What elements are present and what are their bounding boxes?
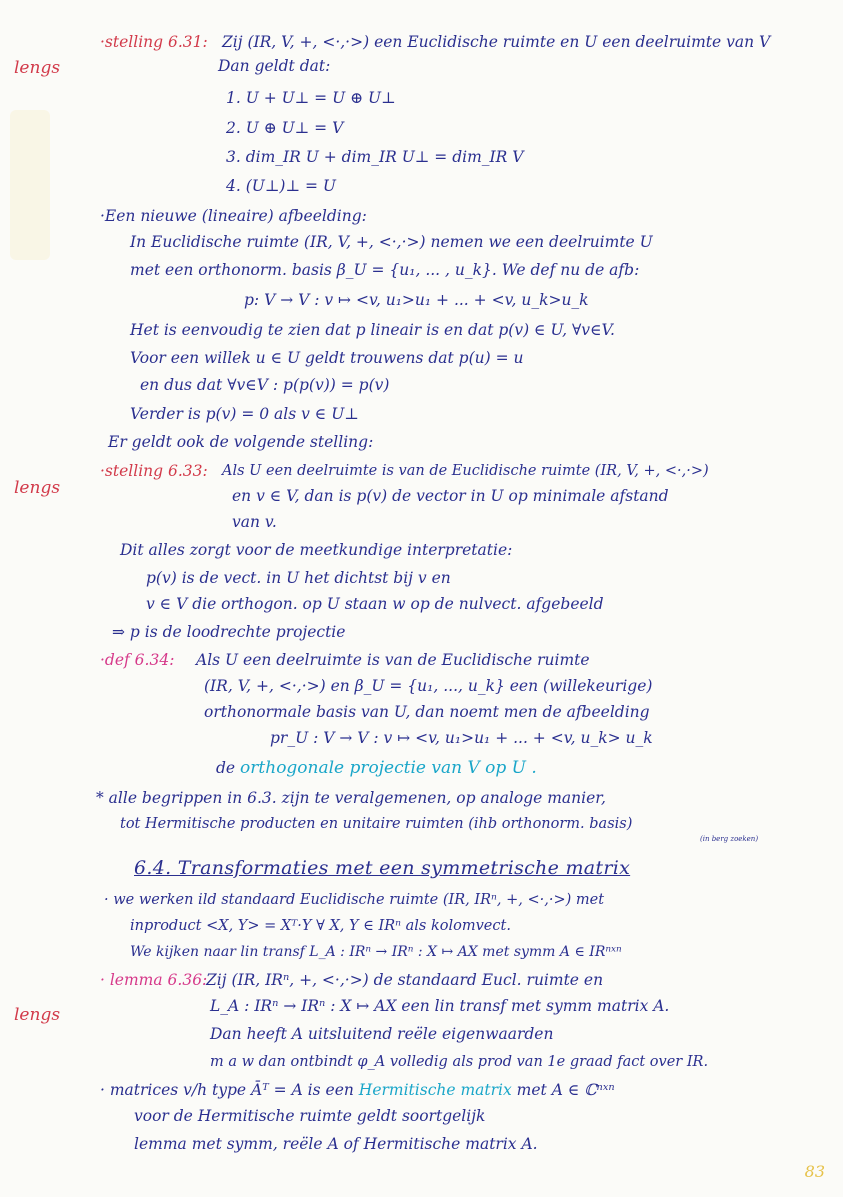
small-note: (in berg zoeken) (700, 835, 759, 843)
lemma-label: · lemma 6.36: (100, 971, 208, 989)
theorem-label: ·stelling 6.33: (100, 462, 208, 480)
text-line: voor de Hermitische ruimte geldt soortgelijk (134, 1107, 486, 1125)
text-segment: met A ∈ ℂⁿˣⁿ (516, 1081, 615, 1099)
text-line: In Euclidische ruimte (IR, V, +, <·,·>) nemen we een deelruimte U (130, 233, 653, 251)
text-line: 2. U ⊕ U⊥ = V (226, 119, 344, 137)
text-line: 4. (U⊥)⊥ = U (226, 177, 336, 195)
text-line (100, 1080, 615, 1100)
text-segment: · matrices v/h type Āᵀ = A is een (100, 1081, 354, 1099)
text-word: de (216, 759, 236, 777)
text-line: Er geldt ook de volgende stelling: (108, 433, 374, 451)
text-line: Het is eenvoudig te zien dat p lineair is en dat p(v) ∈ U, ∀v∈V. (130, 321, 615, 339)
margin-note: lengs (14, 58, 61, 78)
text-line: orthonormale basis van U, dan noemt men de afbeelding (204, 703, 650, 721)
text-line: tot Hermitische producten en unitaire ruimten (ihb orthonorm. basis) (120, 816, 633, 832)
text-line: van v. (232, 513, 277, 531)
text-line: Zij (IR, V, +, <·,·>) een Euclidische ruimte en U een deelruimte van V (222, 33, 771, 51)
text-line: lemma met symm, reële A of Hermitische matrix A. (134, 1135, 538, 1153)
text-line: 3. dim_IR U + dim_IR U⊥ = dim_IR V (226, 148, 524, 166)
text-line: (IR, V, +, <·,·>) en β_U = {u₁, ..., u_k} een (willekeurige) (204, 677, 653, 695)
page-number: 83 (804, 1162, 825, 1181)
text-line: v ∈ V die orthogon. op U staan w op de nulvect. afgebeeld (146, 595, 604, 613)
definition-term: orthogonale projectie van V op U . (240, 758, 537, 778)
formula-line: pr_U : V → V : v ↦ <v, u₁>u₁ + ... + <v, u_k> u_k (270, 729, 653, 747)
text-line: Voor een willek u ∈ U geldt trouwens dat p(u) = u (130, 349, 524, 367)
margin-note: lengs (14, 1005, 61, 1025)
text-line: L_A : IRⁿ → IRⁿ : X ↦ AX een lin transf met symm matrix A. (210, 997, 670, 1015)
text-line: Als U een deelruimte is van de Euclidische ruimte (196, 651, 590, 669)
text-line (216, 758, 537, 778)
definition-term: Hermitische matrix (358, 1081, 512, 1099)
formula-line: p: V → V : v ↦ <v, u₁>u₁ + ... + <v, u_k>u_k (244, 291, 589, 309)
text-line: 1. U + U⊥ = U ⊕ U⊥ (226, 89, 396, 107)
text-line: Zij (IR, IRⁿ, +, <·,·>) de standaard Eucl. ruimte en (206, 971, 604, 989)
text-line: en v ∈ V, dan is p(v) de vector in U op minimale afstand (232, 487, 669, 505)
text-line: Dan heeft A uitsluitend reële eigenwaarden (210, 1025, 554, 1043)
text-line: ·Een nieuwe (lineaire) afbeelding: (100, 207, 367, 225)
section-title: 6.4. Transformaties met een symmetrische matrix (134, 857, 631, 879)
text-line: We kijken naar lin transf L_A : IRⁿ → IRⁿ : X ↦ AX met symm A ∈ IRⁿˣⁿ (130, 944, 622, 960)
text-line: p(v) is de vect. in U het dichtst bij v en (146, 569, 451, 587)
text-line: met een orthonorm. basis β_U = {u₁, ... , u_k}. We def nu de afb: (130, 261, 640, 279)
margin-note: lengs (14, 478, 61, 498)
highlight-smear (10, 110, 50, 260)
text-line: Verder is p(v) = 0 als v ∈ U⊥ (130, 405, 359, 423)
text-line: inproduct <X, Y> = Xᵀ·Y ∀ X, Y ∈ IRⁿ als kolomvect. (130, 918, 511, 934)
text-line: · we werken ild standaard Euclidische ruimte (IR, IRⁿ, +, <·,·>) met (104, 892, 605, 908)
text-line: ⇒ p is de loodrechte projectie (112, 623, 346, 641)
text-line: Als U een deelruimte is van de Euclidische ruimte (IR, V, +, <·,·>) (222, 463, 709, 479)
text-line: Dan geldt dat: (218, 57, 331, 75)
text-line: Dit alles zorgt voor de meetkundige interpretatie: (120, 541, 513, 559)
definition-label: ·def 6.34: (100, 651, 175, 669)
text-line: en dus dat ∀v∈V : p(p(v)) = p(v) (140, 376, 390, 394)
text-line: * alle begrippen in 6.3. zijn te veralgemenen, op analoge manier, (96, 789, 606, 807)
text-line: m a w dan ontbindt φ_A volledig als prod van 1e graad fact over IR. (210, 1054, 709, 1070)
theorem-label: ·stelling 6.31: (100, 33, 208, 51)
